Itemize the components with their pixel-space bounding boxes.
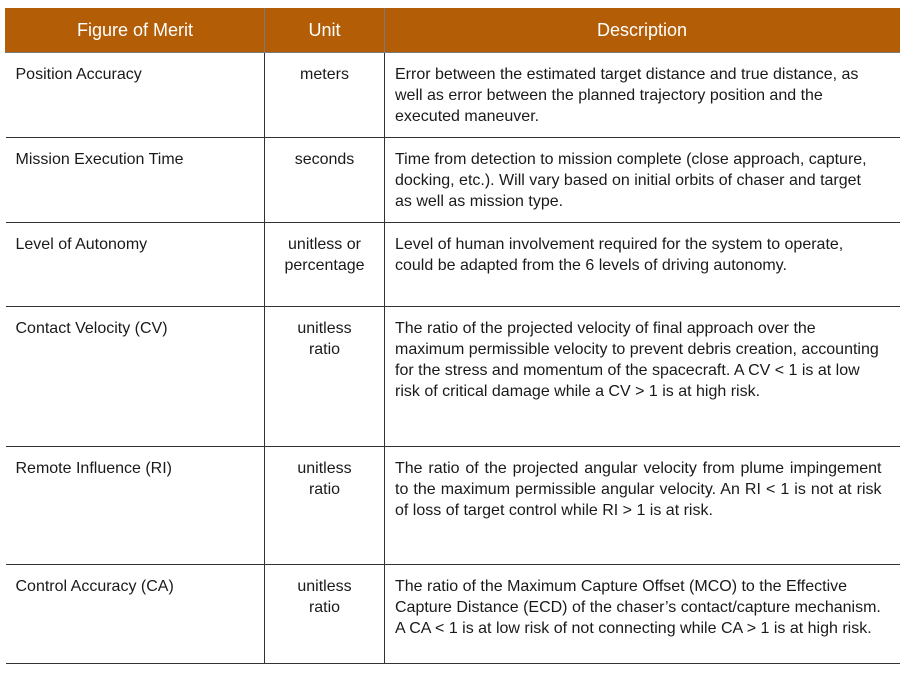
description-cell: The ratio of the projected angular velocity from plume impingement to the maximum permissible angular velocity. An RI < 1 is not at risk of loss of target control while RI > 1 is at risk. [385,447,900,565]
description-cell: Time from detection to mission complete (close approach, capture, docking, etc.). Will vary based on initial orbits of chaser and target as well as mission type. [385,138,900,223]
description-cell: Error between the estimated target distance and true distance, as well as error between the planned trajectory position and the executed maneuver. [385,53,900,138]
header-figure-of-merit: Figure of Merit [6,9,265,53]
header-row [6,9,900,53]
description-cell: Level of human involvement required for the system to operate, could be adapted from the 6 levels of driving autonomy. [385,223,900,307]
description-cell: The ratio of the projected velocity of final approach over the maximum permissible velocity to prevent debris creation, accounting for the stress and momentum of the spacecraft. A CV < 1 is at low risk of critical damage while a CV > 1 is at high risk. [385,307,900,447]
figure-of-merit-cell: Control Accuracy (CA) [6,565,265,664]
unit-cell: unitless ratio [265,565,385,664]
table-row [6,447,900,565]
table-body [6,53,900,664]
table-row [6,53,900,138]
header-unit: Unit [265,9,385,53]
description-cell: The ratio of the Maximum Capture Offset (MCO) to the Effective Capture Distance (ECD) of the chaser’s contact/capture mechanism. A CA < 1 is at low risk of not connecting while CA > 1 is at high risk. [385,565,900,664]
figure-of-merit-cell: Position Accuracy [6,53,265,138]
figure-of-merit-cell: Contact Velocity (CV) [6,307,265,447]
unit-cell: unitless ratio [265,447,385,565]
table-row [6,565,900,664]
unit-cell: unitless ratio [265,307,385,447]
figure-of-merit-cell: Mission Execution Time [6,138,265,223]
table-row [6,223,900,307]
header-description: Description [385,9,900,53]
figure-of-merit-cell: Level of Autonomy [6,223,265,307]
figures-of-merit-table [5,8,900,664]
unit-cell: seconds [265,138,385,223]
table-header [6,9,900,53]
unit-cell: meters [265,53,385,138]
unit-cell: unitless or percentage [265,223,385,307]
figures-of-merit-table-container [5,8,900,664]
table-row [6,138,900,223]
figure-of-merit-cell: Remote Influence (RI) [6,447,265,565]
table-row [6,307,900,447]
